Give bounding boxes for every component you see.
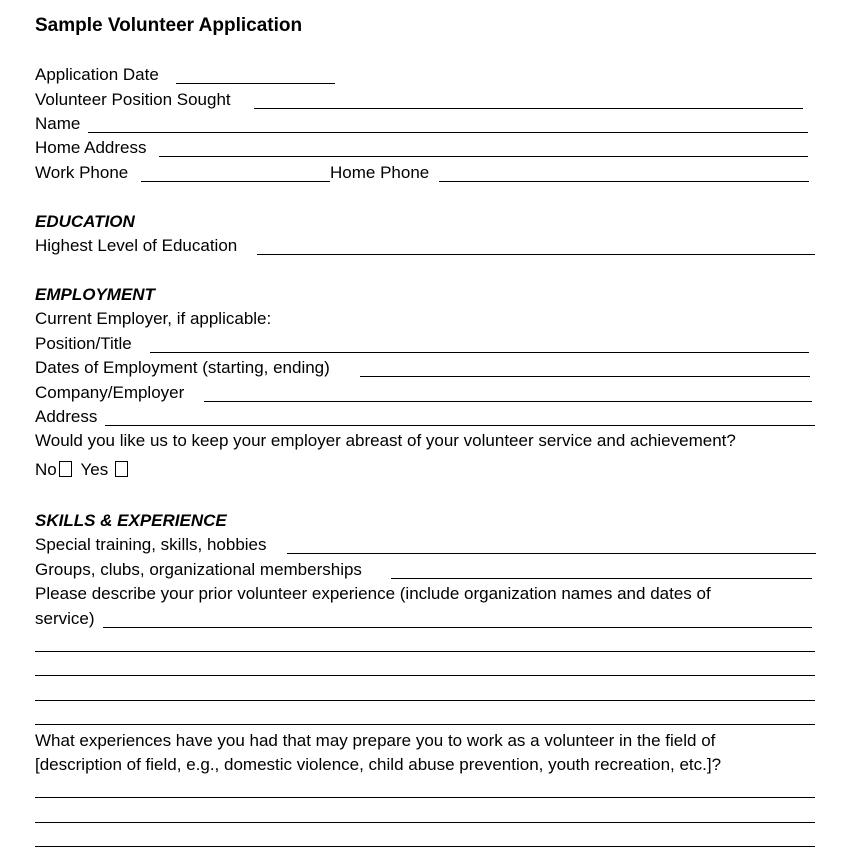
field-experience-question-line1: What experiences have you had that may prepare you to work as a volunteer in the field of (35, 731, 716, 750)
prior-experience-field[interactable] (103, 627, 812, 628)
field-experience-answer-line[interactable] (35, 822, 815, 823)
prior-experience-answer-line[interactable] (35, 651, 815, 652)
no-label: No (35, 460, 57, 479)
no-checkbox[interactable] (59, 461, 72, 477)
position-sought-field[interactable] (254, 108, 803, 109)
home-phone-label: Home Phone (330, 163, 430, 182)
current-employer-label: Current Employer, if applicable: (35, 309, 272, 328)
position-title-field[interactable] (150, 352, 809, 353)
prior-experience-answer-line[interactable] (35, 675, 815, 676)
highest-education-label: Highest Level of Education (35, 236, 238, 255)
employer-address-label: Address (35, 407, 98, 426)
employer-address-field[interactable] (105, 425, 815, 426)
prior-experience-answer-line[interactable] (35, 700, 815, 701)
field-experience-question-line2: [description of field, e.g., domestic violence, child abuse prevention, youth recreation, etc.]? (35, 755, 722, 774)
yes-checkbox[interactable] (115, 461, 128, 477)
position-sought-label: Volunteer Position Sought (35, 90, 231, 109)
education-heading: EDUCATION (35, 212, 135, 231)
yes-label: Yes (80, 460, 109, 479)
position-title-label: Position/Title (35, 334, 132, 353)
employment-dates-field[interactable] (360, 376, 810, 377)
keep-abreast-question: Would you like us to keep your employer abreast of your volunteer service and achievement? (35, 431, 736, 450)
prior-experience-question-line1: Please describe your prior volunteer experience (include organization names and dates of (35, 584, 711, 603)
highest-education-field[interactable] (257, 254, 815, 255)
application-date-field[interactable] (176, 83, 335, 84)
work-phone-field[interactable] (141, 181, 330, 182)
home-address-field[interactable] (159, 156, 808, 157)
special-training-label: Special training, skills, hobbies (35, 535, 267, 554)
prior-experience-question-line2: service) (35, 609, 95, 628)
employment-dates-label: Dates of Employment (starting, ending) (35, 358, 330, 377)
application-date-label: Application Date (35, 65, 159, 84)
name-field[interactable] (88, 132, 808, 133)
company-field[interactable] (204, 401, 812, 402)
groups-field[interactable] (391, 578, 812, 579)
skills-heading: SKILLS & EXPERIENCE (35, 511, 227, 530)
field-experience-answer-line[interactable] (35, 846, 815, 847)
special-training-field[interactable] (287, 553, 816, 554)
employment-heading: EMPLOYMENT (35, 285, 155, 304)
home-phone-field[interactable] (439, 181, 809, 182)
home-address-label: Home Address (35, 138, 147, 157)
work-phone-label: Work Phone (35, 163, 129, 182)
field-experience-answer-line[interactable] (35, 797, 815, 798)
groups-label: Groups, clubs, organizational memberships (35, 560, 362, 579)
company-label: Company/Employer (35, 383, 185, 402)
name-label: Name (35, 114, 81, 133)
consent-options (35, 460, 128, 480)
page-title: Sample Volunteer Application (35, 15, 303, 36)
prior-experience-answer-line[interactable] (35, 724, 815, 725)
